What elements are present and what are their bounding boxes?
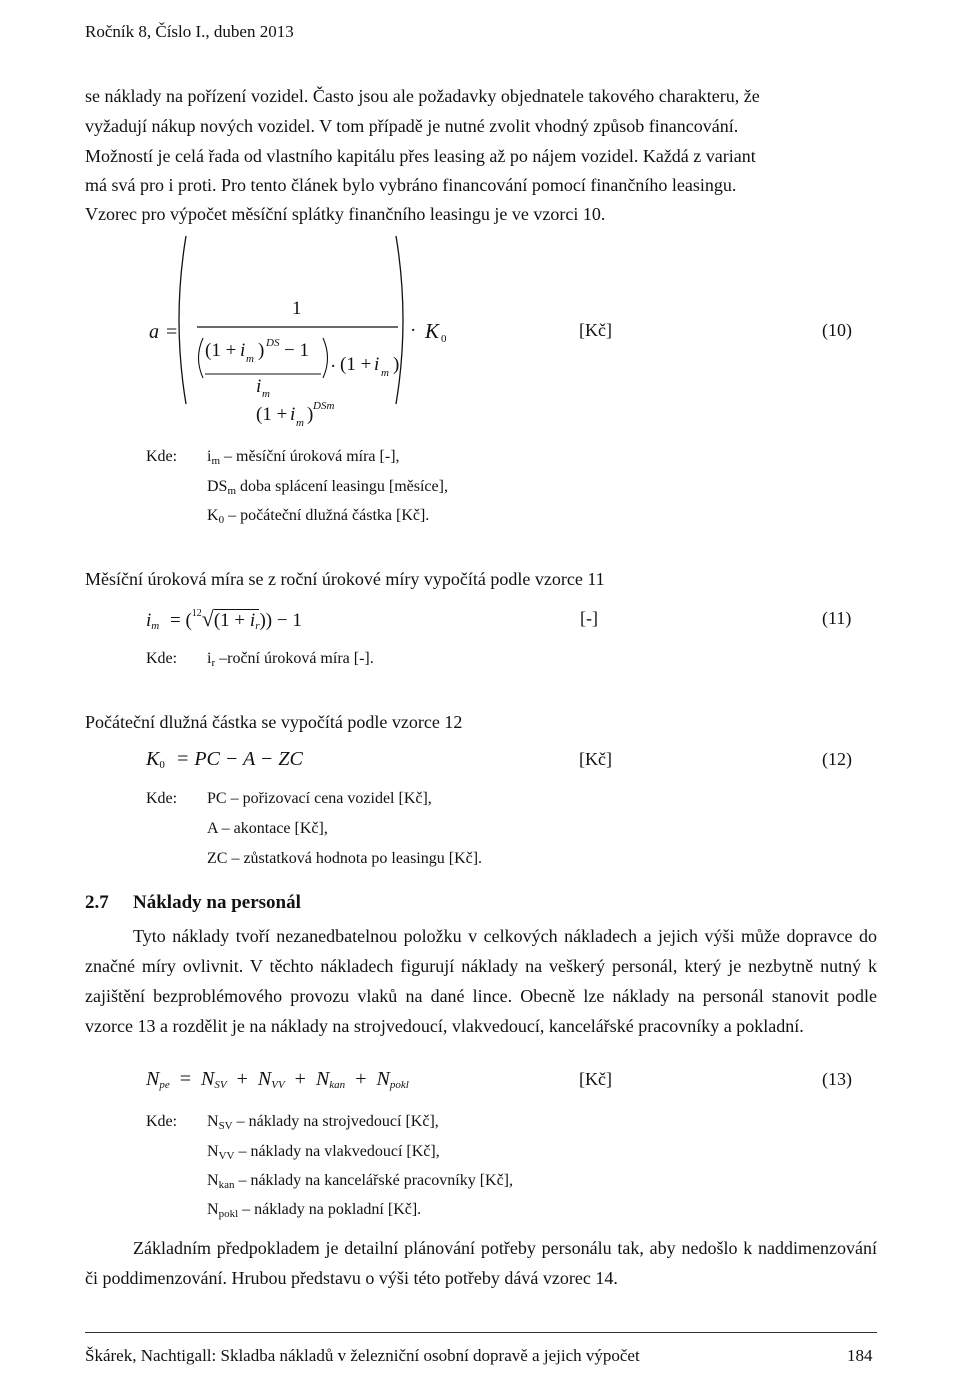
eq11-unit: [-]	[580, 608, 598, 628]
closing-paragraph: Základním předpokladem je detailní plánování potřeby personálu tak, aby nedošlo k naddimenzování či poddimenzování. Hrubou představu o výši této potřeby dává vzorec 14.	[85, 1238, 877, 1288]
eq13-number: (13)	[822, 1069, 852, 1089]
eq11-intro: Měsíční úroková míra se z roční úrokové míry vypočítá podle vzorce 11	[85, 569, 605, 589]
eq13-term-sv: N	[201, 1068, 215, 1090]
eq11-def-ir: $i_r$ –roční úroková míra [-].	[207, 650, 374, 669]
eq13-equals: =	[179, 1068, 192, 1090]
eq10-where-label: Kde:	[146, 448, 178, 465]
eq10-K-sub: 0	[441, 333, 447, 345]
eq10-K: K	[425, 319, 440, 343]
eq10-unit: [Kč]	[579, 320, 612, 340]
eq10-lhs: a	[149, 321, 159, 343]
section-paragraph: Tyto náklady tvoří nezanedbatelnou položku v celkových nákladech a jejich výši může dopravce do značné míry ovlivnit. V těchto nákladech figurují náklady na veškerý personál, který je nezbytně nutný k zajištění bezproblémového provozu vlaků na dané lince. Obecně lze náklady na personál stanovit podle vzorce 13 a rozdělit je na náklady na strojvedoucí, vlakvedoucí, kancelářské pracovníky a pokladní.	[85, 926, 877, 1036]
eq11-lhs-i: i	[146, 610, 152, 631]
eq10-exponent: DS	[266, 337, 280, 349]
eq13-term-vv: N	[257, 1068, 272, 1090]
eq12-def-zc: ZC – zůstatková hodnota po leasingu [Kč].	[207, 850, 483, 867]
eq13-def-pokl: $N_{pokl}$ – náklady na pokladní [Kč].	[207, 1201, 422, 1220]
eq13-unit: [Kč]	[579, 1069, 612, 1089]
eq11-number: (11)	[822, 608, 852, 628]
eq13-sub-pokl: pokl	[389, 1079, 409, 1091]
eq13-plus-3: +	[355, 1068, 367, 1090]
eq12-intro: Počáteční dlužná částka se vypočítá podle vzorce 12	[85, 712, 463, 732]
eq13-lhs: N	[146, 1068, 160, 1090]
footer-rule	[85, 1332, 877, 1333]
eq12-K: K	[146, 748, 160, 770]
eq11-tail: )) − 1	[259, 610, 302, 631]
eq12-K-sub: 0	[159, 759, 165, 771]
section-number: 2.7	[85, 892, 109, 913]
eq10-i-2-sub: m	[381, 367, 389, 379]
equation-13	[146, 1068, 409, 1091]
intro-line-2: vyžadují nákup nových vozidel. V tom případě je nutné zvolit vhodný způsob financování.	[85, 116, 739, 136]
equation-12	[146, 748, 303, 771]
eq13-term-pokl: N	[376, 1068, 390, 1090]
eq10-close-2: )	[393, 354, 400, 375]
eq10-def-dsm: $DS_m$ doba splácení leasingu [měsíce],	[207, 478, 448, 497]
equation-10	[0, 0, 960, 540]
eq12-number: (12)	[822, 749, 852, 769]
eq10-close: )	[258, 340, 265, 361]
equation-10-brackets	[0, 0, 960, 540]
eq10-one-plus: (1 +	[205, 340, 237, 361]
eq10-denom-sub: m	[262, 388, 270, 400]
eq10-def-im: $i_m$ – měsíční úroková míra [-],	[207, 448, 400, 467]
intro-line-1: se náklady na pořízení vozidel. Často jsou ale požadavky objednatele takového charakteru, že	[85, 86, 760, 106]
eq10-bottom-i: i	[290, 404, 296, 425]
footer-citation: Škárek, Nachtigall: Skladba nákladů v železniční osobní dopravě a jejich výpočet	[85, 1346, 640, 1365]
eq13-plus-1: +	[236, 1068, 248, 1090]
eq13-sub-sv: SV	[214, 1079, 227, 1091]
eq10-minus-one: − 1	[284, 340, 309, 361]
eq10-mult-dot: ·	[410, 320, 417, 341]
eq11-where-label: Kde:	[146, 650, 178, 667]
eq12-unit: [Kč]	[579, 749, 612, 769]
running-header: Ročník 8, Číslo I., duben 2013	[85, 22, 294, 41]
section-title: Náklady na personál	[133, 892, 301, 913]
eq10-denom-i: i	[256, 376, 262, 397]
page-number: 184	[847, 1346, 873, 1365]
eq11-equals: = (	[169, 610, 192, 631]
eq11-radicand: ($1 + i_r$	[213, 610, 260, 632]
intro-line-3: Možností je celá řada od vlastního kapitálu přes leasing až po nájem vozidel. Každá z variant	[85, 146, 756, 166]
eq10-bottom-one-plus: (1 +	[256, 404, 288, 425]
eq12-rhs: = PC − A − ZC	[175, 748, 303, 770]
eq13-def-kan: $N_{kan}$ – náklady na kancelářské pracovníky [Kč],	[207, 1172, 513, 1191]
eq11-lhs-sub: m	[151, 620, 160, 632]
eq10-i: i	[240, 340, 246, 361]
eq12-def-pc: PC – pořizovací cena vozidel [Kč],	[207, 790, 432, 807]
eq10-def-k0: $K_0$ – počáteční dlužná částka [Kč].	[207, 507, 430, 526]
eq12-def-a: A – akontace [Kč],	[207, 820, 328, 837]
eq13-sub-kan: kan	[329, 1079, 346, 1091]
intro-line-5: Vzorec pro výpočet měsíční splátky finančního leasingu je ve vzorci 10.	[85, 204, 606, 224]
eq10-dot: ·	[330, 356, 337, 377]
equation-11	[146, 606, 302, 632]
eq13-term-kan: N	[315, 1068, 330, 1090]
eq10-equals: =	[166, 321, 178, 343]
eq10-one-plus-2: (1 +	[340, 354, 372, 375]
eq13-def-sv: $N_{SV}$ – náklady na strojvedoucí [Kč],	[207, 1113, 439, 1132]
eq11-root-index: 12	[191, 608, 202, 619]
eq13-lhs-sub: pe	[159, 1079, 170, 1091]
eq10-bottom-close: )	[307, 404, 314, 425]
eq13-plus-2: +	[294, 1068, 306, 1090]
eq10-numerator: 1	[292, 298, 302, 319]
eq10-number: (10)	[822, 320, 852, 340]
eq10-bottom-i-sub: m	[296, 417, 304, 429]
eq13-def-vv: $N_{VV}$ – náklady na vlakvedoucí [Kč],	[207, 1143, 440, 1162]
eq10-i-sub: m	[246, 353, 254, 365]
intro-line-4: má svá pro i proti. Pro tento článek bylo vybráno financování pomocí finančního leasingu.	[85, 175, 737, 195]
eq13-sub-vv: VV	[271, 1079, 285, 1091]
eq10-i-2: i	[374, 354, 380, 375]
eq12-where-label: Kde:	[146, 790, 178, 807]
eq11-root-sign: √	[201, 606, 214, 631]
eq10-bottom-exponent: DSm	[313, 400, 335, 412]
eq13-where-label: Kde:	[146, 1113, 178, 1130]
